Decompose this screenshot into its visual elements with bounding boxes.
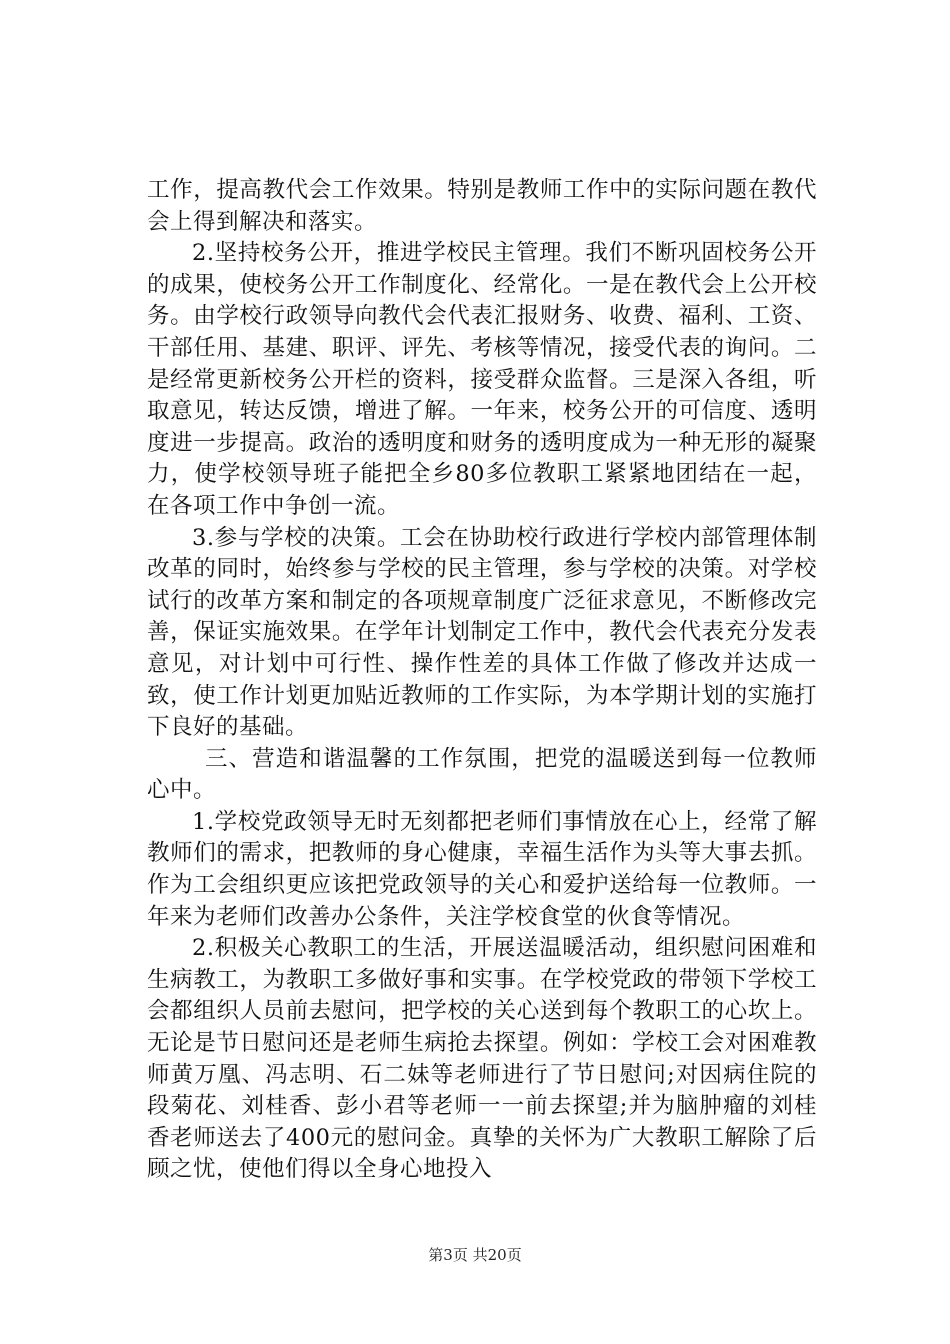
paragraph-item-2-school-affairs: 2.坚持校务公开，推进学校民主管理。我们不断巩固校务公开的成果，使校务公开工作制度化、经常化。一是在教代会上公开校务。由学校行政领导向教代会代表汇报财务、收费、福利、工资、干部任用、基建、职评、评先、考核等情况，接受代表的询问。二是经常更新校务公开栏的资料，接受群众监督。三是深入各组，听取意见，转达反馈，增进了解。一年来，校务公开的可信度、透明度进一步提高。政治的透明度和财务的透明度成为一种无形的凝聚力，使学校领导班子能把全乡80多位教职工紧紧地团结在一起，在各项工作中争创一流。 (147, 240, 817, 519)
paragraph-continuation: 工作，提高教代会工作效果。特别是教师工作中的实际问题在教代会上得到解决和落实。 (147, 177, 817, 235)
document-body (147, 175, 817, 1186)
paragraph-item-3-decision-making: 3.参与学校的决策。工会在协助校行政进行学校内部管理体制改革的同时，始终参与学校的民主管理，参与学校的决策。对学校试行的改革方案和制定的各项规章制度广泛征求意见，不断修改完善，保证实施效果。在学年计划制定工作中，教代会代表充分发表意见，对计划中可行性、操作性差的具体工作做了修改并达成一致，使工作计划更加贴近教师的工作实际，为本学期计划的实施打下良好的基础。 (147, 524, 817, 741)
paragraph-item-1-leadership-care: 1.学校党政领导无时无刻都把老师们事情放在心上，经常了解教师们的需求，把教师的身心健康，幸福生活作为头等大事去抓。作为工会组织更应该把党政领导的关心和爱护送给每一位教师。一年来为老师们改善办公条件，关注学校食堂的伙食等情况。 (147, 808, 817, 930)
paragraph-item-2-warmth-activities: 2.积极关心教职工的生活，开展送温暖活动，组织慰问困难和生病教工，为教职工多做好事和实事。在学校党政的带领下学校工会都组织人员前去慰问，把学校的关心送到每个教职工的心坎上。无论是节日慰问还是老师生病抢去探望。例如：学校工会对困难教师黄万凰、冯志明、石二妹等老师进行了节日慰问;对因病住院的段菊花、刘桂香、彭小君等老师一一前去探望;并为脑肿瘤的刘桂香老师送去了400元的慰问金。真挚的关怀为广大教职工解除了后顾之忧，使他们得以全身心地投入 (147, 935, 817, 1183)
section-heading-3: 三、营造和谐温馨的工作氛围，把党的温暖送到每一位教师心中。 (147, 745, 817, 804)
page-number-footer: 第3页 共20页 (428, 1246, 522, 1264)
